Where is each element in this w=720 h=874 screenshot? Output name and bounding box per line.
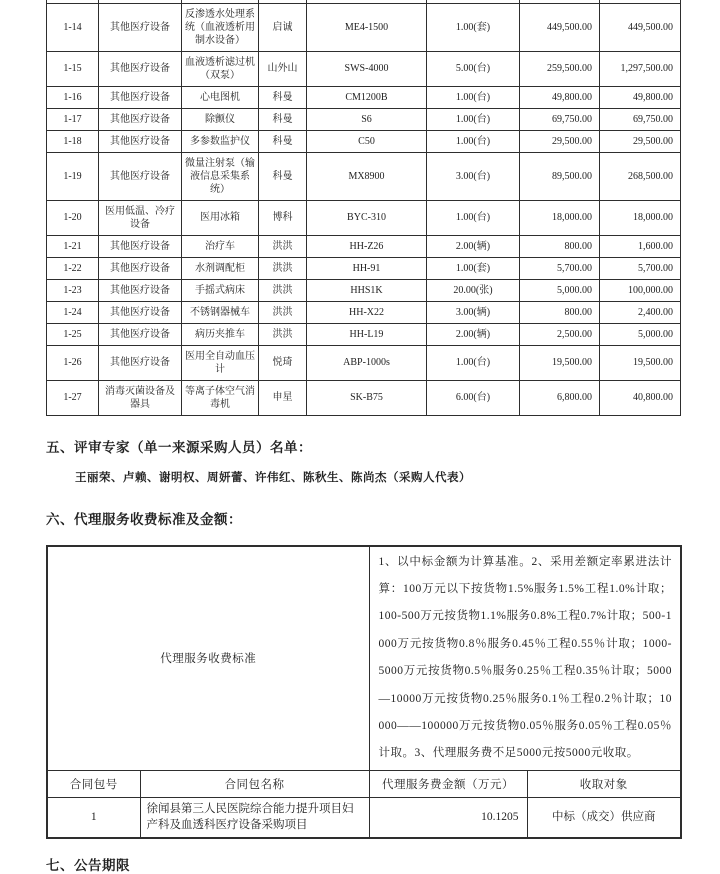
contract-data-row [47,797,681,838]
table-cell: 2.00(辆) [427,323,520,345]
table-cell: HH-91 [307,257,427,279]
table-cell: HH-X22 [307,301,427,323]
table-row [47,380,681,415]
table-cell: 洪洪 [259,323,307,345]
column-header: 合同包名称 [140,770,369,797]
table-cell: 其他医疗设备 [99,3,182,51]
table-row [47,86,681,108]
table-cell: 微量注射泵（输液信息采集系统） [182,152,259,200]
table-cell: C50 [307,130,427,152]
table-cell: 49,800.00 [520,86,600,108]
table-cell: 2,500.00 [520,323,600,345]
table-cell: 3.00(台) [427,152,520,200]
table-row [47,345,681,380]
table-row [47,323,681,345]
table-cell: S6 [307,108,427,130]
table-cell: 1-27 [47,380,99,415]
table-cell: 其他医疗设备 [99,279,182,301]
table-cell: 268,500.00 [600,152,681,200]
table-cell: 29,500.00 [520,130,600,152]
table-cell: 等离子体空气消毒机 [182,380,259,415]
section-seven-heading: 七、公告期限 [46,857,130,873]
section-six-heading: 六、代理服务收费标准及金额： [46,511,242,527]
table-cell: 5,000.00 [600,323,681,345]
table-cell: 其他医疗设备 [99,152,182,200]
table-cell: 1-26 [47,345,99,380]
table-cell: 69,750.00 [520,108,600,130]
fee-standard-description: 1、以中标金额为计算基准。2、采用差额定率累进法计算：100万元以下按货物1.5%服务1.5%工程1.0%计取；100-500万元按货物1.1%服务0.8%工程0.7%计取；500-1000万元按货物0.8％服务0.45％工程0.55％计取；1000-5000万元按货物0.5％服务0.25％工程0.35％计取；5000—10000万元按货物0.25％服务0.1％工程0.2％计取；10000——100000万元按货物0.05％服务0.05％工程0.05％计取。3、代理服务费不足5000元按5000元收取。 [369,546,681,771]
table-cell: 申星 [259,380,307,415]
table-cell: 6,800.00 [520,380,600,415]
table-cell: 69,750.00 [600,108,681,130]
table-cell: 悦琦 [259,345,307,380]
table-cell: 手摇式病床 [182,279,259,301]
table-cell: 除颤仪 [182,108,259,130]
table-cell: ME4-1500 [307,3,427,51]
table-cell: 1-18 [47,130,99,152]
table-cell: 1,600.00 [600,235,681,257]
table-cell: 89,500.00 [520,152,600,200]
contract-header-row [47,770,681,797]
table-cell: 其他医疗设备 [99,345,182,380]
table-cell: 19,500.00 [520,345,600,380]
table-cell: 医用全自动血压计 [182,345,259,380]
table-row [47,51,681,86]
equipment-table-body [47,0,681,415]
table-cell: 18,000.00 [520,200,600,235]
table-cell: 反渗透水处理系统（血液透析用制水设备） [182,3,259,51]
table-cell: 49,800.00 [600,86,681,108]
table-cell: 科曼 [259,86,307,108]
table-cell: 其他医疗设备 [99,51,182,86]
table-cell: 病历夹推车 [182,323,259,345]
table-cell: 1-16 [47,86,99,108]
table-cell: 其他医疗设备 [99,108,182,130]
table-cell: 1,297,500.00 [600,51,681,86]
table-cell: 1-17 [47,108,99,130]
table-cell: 1.00(台) [427,86,520,108]
table-cell: 1-24 [47,301,99,323]
fee-standard-row [47,546,681,771]
agency-fee-table [46,545,682,839]
table-row [47,200,681,235]
table-cell: 800.00 [520,301,600,323]
table-cell: 水剂调配柜 [182,257,259,279]
table-cell: 1.00(台) [427,345,520,380]
table-cell: 洪洪 [259,257,307,279]
table-cell: MX8900 [307,152,427,200]
table-cell: 洪洪 [259,235,307,257]
table-cell: 1.00(台) [427,130,520,152]
table-cell: 5.00(台) [427,51,520,86]
table-cell: 2.00(辆) [427,235,520,257]
table-cell: 其他医疗设备 [99,86,182,108]
table-cell: 800.00 [520,235,600,257]
table-cell: 1.00(台) [427,108,520,130]
table-cell: 心电图机 [182,86,259,108]
table-row [47,152,681,200]
table-cell: 1-19 [47,152,99,200]
column-header: 代理服务费金额（万元） [369,770,527,797]
table-cell: 18,000.00 [600,200,681,235]
table-cell: 不锈钢器械车 [182,301,259,323]
table-cell: HH-Z26 [307,235,427,257]
table-cell: 消毒灭菌设备及器具 [99,380,182,415]
table-cell: 2,400.00 [600,301,681,323]
table-row [47,235,681,257]
table-cell: 1.00(套) [427,257,520,279]
table-cell: 启诚 [259,3,307,51]
table-cell: 449,500.00 [600,3,681,51]
table-row [47,279,681,301]
table-cell: 1.00(套) [427,3,520,51]
fee-payer: 中标（成交）供应商 [527,797,681,838]
table-cell: 科曼 [259,108,307,130]
column-header: 合同包号 [47,770,140,797]
table-cell: 1-22 [47,257,99,279]
table-cell: 1-14 [47,3,99,51]
table-cell: 医用低温、冷疗设备 [99,200,182,235]
table-cell: 5,700.00 [600,257,681,279]
table-row [47,257,681,279]
table-cell: 多参数监护仪 [182,130,259,152]
table-cell: BYC-310 [307,200,427,235]
table-cell: 40,800.00 [600,380,681,415]
table-cell: 20.00(张) [427,279,520,301]
table-cell: 5,000.00 [520,279,600,301]
fee-standard-label: 代理服务收费标准 [47,546,369,771]
table-cell: 科曼 [259,152,307,200]
table-cell: 1-25 [47,323,99,345]
table-cell: 科曼 [259,130,307,152]
table-cell: 其他医疗设备 [99,301,182,323]
table-cell: 其他医疗设备 [99,323,182,345]
table-row [47,130,681,152]
table-cell: 洪洪 [259,301,307,323]
table-cell: 其他医疗设备 [99,130,182,152]
table-cell: 100,000.00 [600,279,681,301]
table-cell: 血液透析滤过机（双泵） [182,51,259,86]
table-cell: 1-21 [47,235,99,257]
table-cell: HHS1K [307,279,427,301]
table-cell: 洪洪 [259,279,307,301]
table-cell: 6.00(台) [427,380,520,415]
expert-names: 王丽荣、卢赖、谢明权、周妍蕾、许伟红、陈秋生、陈尚杰（采购人代表） [75,471,471,484]
table-cell: 治疗车 [182,235,259,257]
table-cell: 1-15 [47,51,99,86]
table-cell: CM1200B [307,86,427,108]
table-cell: 3.00(辆) [427,301,520,323]
contract-package-name: 徐闻县第三人民医院综合能力提升项目妇产科及血透科医疗设备采购项目 [140,797,369,838]
column-header: 收取对象 [527,770,681,797]
table-cell: 1.00(台) [427,200,520,235]
table-cell: 山外山 [259,51,307,86]
table-cell: 医用冰箱 [182,200,259,235]
table-cell: 1-23 [47,279,99,301]
table-row [47,108,681,130]
table-cell: 19,500.00 [600,345,681,380]
table-cell: SWS-4000 [307,51,427,86]
agency-fee-amount: 10.1205 [369,797,527,838]
table-cell: ABP-1000s [307,345,427,380]
table-cell: 1-20 [47,200,99,235]
contract-package-no: 1 [47,797,140,838]
equipment-table [46,0,681,416]
table-cell: HH-L19 [307,323,427,345]
table-row [47,301,681,323]
table-cell: SK-B75 [307,380,427,415]
table-cell: 259,500.00 [520,51,600,86]
table-cell: 其他医疗设备 [99,257,182,279]
section-five-heading: 五、评审专家（单一来源采购人员）名单： [46,439,312,455]
table-cell: 5,700.00 [520,257,600,279]
table-cell: 29,500.00 [600,130,681,152]
table-cell: 其他医疗设备 [99,235,182,257]
table-row [47,3,681,51]
table-cell: 博科 [259,200,307,235]
table-cell: 449,500.00 [520,3,600,51]
